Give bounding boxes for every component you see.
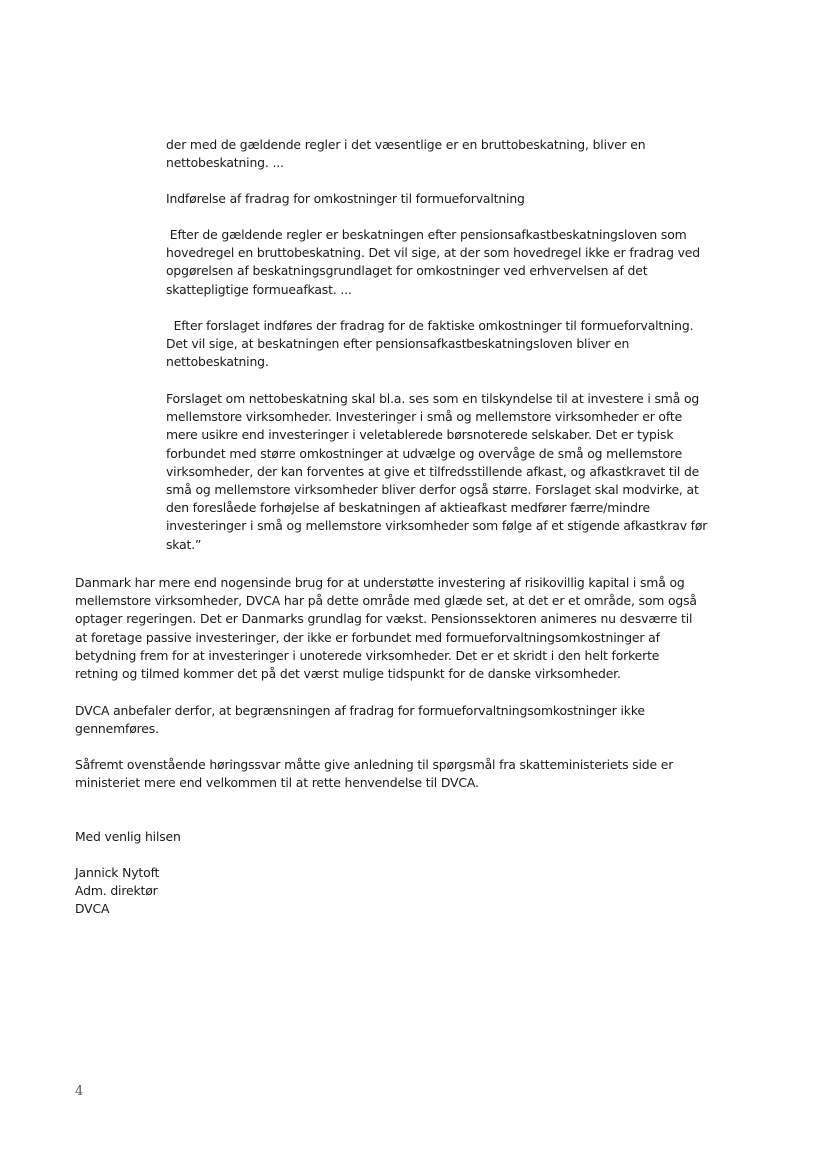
signature-title: Adm. direktør — [75, 883, 158, 899]
text-line: retning og tilmed kommer det på det værst mulige tidspunkt for de danske virksomheder. — [75, 666, 621, 682]
text-line: Efter forslaget indføres der fradrag for de faktiske omkostninger til formueforvaltning. — [166, 318, 694, 333]
section-heading: Indførelse af fradrag for omkostninger til formueforvaltning — [166, 191, 525, 206]
text-line: optager regeringen. Det er Danmarks grundlag for vækst. Pensionssektoren animeres nu desværre til — [75, 611, 693, 627]
text-line: mellemstore virksomheder, DVCA har på dette område med glæde set, at det er et område, som også — [75, 593, 697, 609]
quote-paragraph-3 — [166, 390, 726, 554]
text-line: skat.” — [166, 536, 202, 552]
text-line: Det vil sige, at beskatningen efter pensionsafkastbeskatningsloven bliver en — [166, 336, 630, 352]
quote-intro-paragraph — [166, 136, 726, 172]
quote-paragraph-1 — [166, 226, 726, 299]
text-line: DVCA anbefaler derfor, at begrænsningen af fradrag for formueforvaltningsomkostninger ikke — [75, 703, 645, 718]
text-line: gennemføres. — [75, 721, 159, 737]
body-paragraph-3 — [75, 756, 735, 792]
text-line: betydning frem for at investeringer i unoterede virksomheder. Det er et skridt i den helt forkerte — [75, 647, 660, 663]
text-line: Forslaget om nettobeskatning skal bl.a. ses som en tilskyndelse til at investere i små og — [166, 391, 700, 406]
text-line: små og mellemstore virksomheder bliver derfor også større. Forslaget skal modvirke, at — [166, 482, 699, 498]
closing-salutation — [75, 828, 735, 846]
text-line: opgørelsen af beskatningsgrundlaget for omkostninger ved erhvervelsen af det — [166, 263, 648, 279]
body-paragraph-1 — [75, 574, 735, 683]
text-line: nettobeskatning. ... — [166, 155, 284, 171]
signature-organization: DVCA — [75, 901, 110, 917]
text-line: Med venlig hilsen — [75, 829, 181, 844]
text-line: Såfremt ovenstående høringssvar måtte give anledning til spørgsmål fra skatteministeriets side er — [75, 757, 674, 772]
text-line: skattepligtige formueafkast. ... — [166, 281, 352, 297]
text-line: virksomheder, der kan forventes at give et tilfredsstillende afkast, og afkastkravet til de — [166, 463, 700, 479]
text-line: at foretage passive investeringer, der ikke er forbundet med formueforvaltningsomkostninger af — [75, 629, 660, 645]
text-line: der med de gældende regler i det væsentlige er en bruttobeskatning, bliver en — [166, 137, 646, 152]
quote-heading — [166, 190, 726, 208]
text-line: mere usikre end investeringer i veletablerede børsnoterede selskaber. Det er typisk — [166, 427, 674, 443]
signature-block — [75, 864, 735, 919]
text-line: mellemstore virksomheder. Investeringer i små og mellemstore virksomheder er ofte — [166, 409, 683, 425]
page-number: 4 — [75, 1084, 84, 1099]
text-line: Efter de gældende regler er beskatningen efter pensionsafkastbeskatningsloven som — [166, 227, 687, 242]
body-paragraph-2 — [75, 702, 735, 738]
signature-name: Jannick Nytoft — [75, 865, 160, 880]
text-line: investeringer i små og mellemstore virksomheder som følge af et stigende afkastkrav før — [166, 518, 708, 534]
text-line: forbundet med større omkostninger at udvælge og overvåge de små og mellemstore — [166, 445, 683, 461]
text-line: den foreslåede forhøjelse af beskatningen af aktieafkast medfører færre/mindre — [166, 500, 650, 516]
quote-paragraph-2 — [166, 317, 726, 372]
text-line: ministeriet mere end velkommen til at rette henvendelse til DVCA. — [75, 775, 479, 791]
text-line: Danmark har mere end nogensinde brug for at understøtte investering af risikovillig kapital i små og — [75, 575, 685, 590]
text-line: hovedregel en bruttobeskatning. Det vil sige, at der som hovedregel ikke er fradrag ved — [166, 245, 700, 261]
text-line: nettobeskatning. — [166, 354, 269, 370]
